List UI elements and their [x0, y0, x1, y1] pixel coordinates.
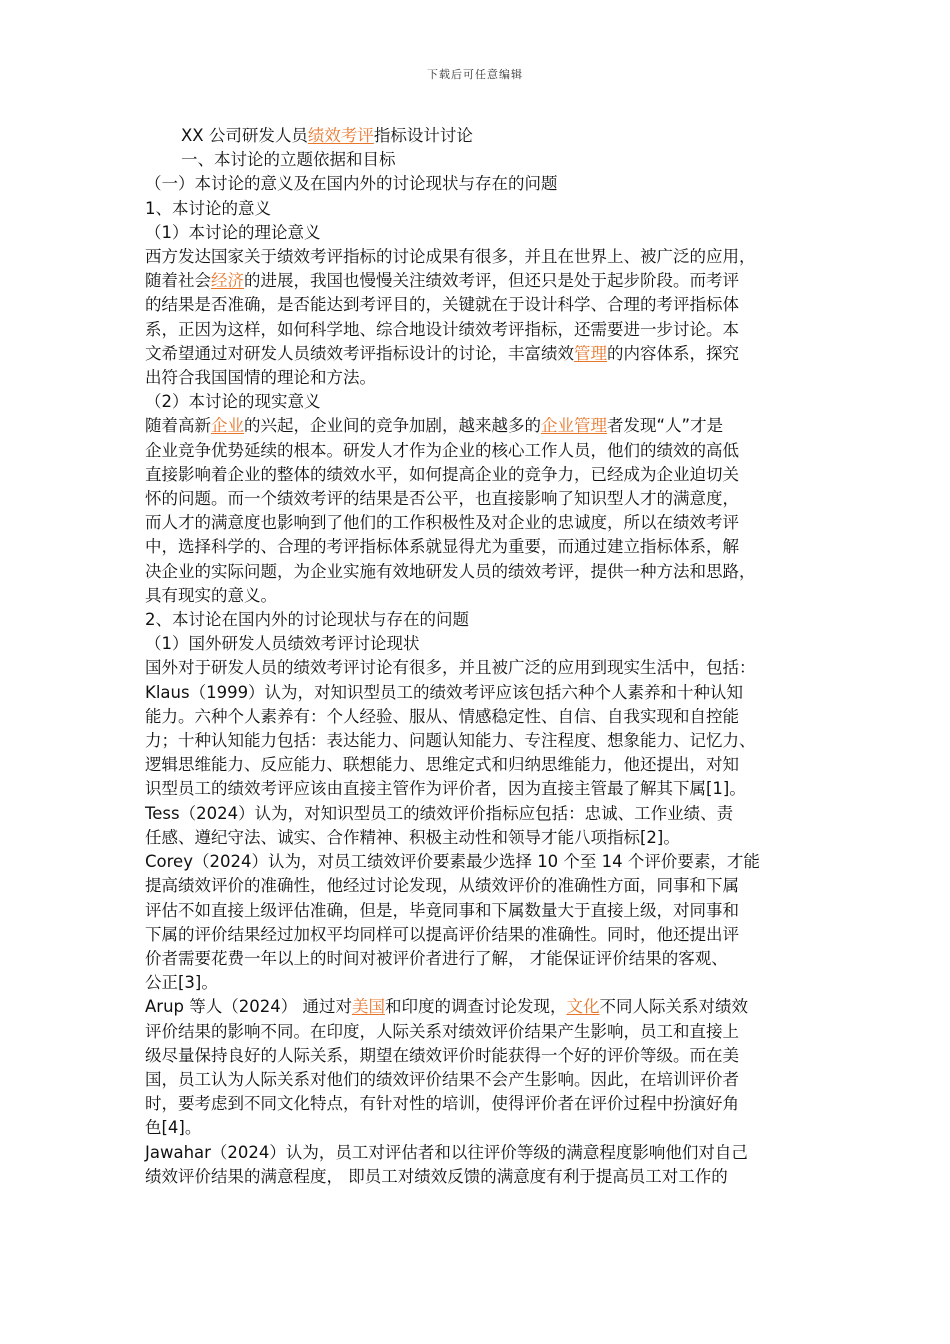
text-span: 出符合我国国情的理论和方法。: [145, 368, 376, 388]
text-line: [145, 656, 810, 680]
title-suffix: 指标设计讨论: [373, 126, 473, 145]
text-line: [145, 826, 810, 850]
text-span: 绩效评价结果的满意程度， 即员工对绩效反馈的满意度有利于提高员工对工作的: [145, 1166, 728, 1186]
text-span: 怀的问题。而一个绩效考评的结果是否公平，也直接影响了知识型人才的满意度，: [145, 489, 739, 509]
text-span: （1）本讨论的理论意义: [145, 222, 321, 242]
text-span: 直接影响着企业的整体的绩效水平，如何提高企业的竞争力，已经成为企业迫切关: [145, 464, 739, 484]
text-span: 2、本讨论在国内外的讨论现状与存在的问题: [145, 610, 469, 630]
text-line: [145, 802, 810, 826]
text-span: 的内容体系，探究: [607, 343, 739, 363]
text-span: 一、本讨论的立题依据和目标: [181, 150, 396, 170]
text-line: [145, 535, 810, 559]
hyperlink[interactable]: 美国: [351, 997, 385, 1017]
text-span: 系，正因为这样，如何科学地、综合地设计绩效考评指标，还需要进一步讨论。本: [145, 319, 739, 339]
text-line: [145, 390, 810, 414]
text-line: [145, 584, 810, 608]
text-span: 评估不如直接上级评估准确，但是，毕竟同事和下属数量大于直接上级，对同事和: [145, 900, 739, 920]
text-span: 价者需要花费一年以上的时间对被评价者进行了解， 才能保证评价结果的客观、: [145, 948, 728, 968]
text-span: 识型员工的绩效考评应该由直接主管作为评价者，因为直接主管最了解其下属[1]。: [145, 779, 746, 799]
text-line: [145, 197, 810, 221]
text-span: 公正[3]。: [145, 973, 218, 993]
text-span: Corey（2024）认为，对员工绩效评价要素最少选择 10 个至 14 个评价要素，才能: [145, 852, 760, 872]
text-line: [145, 1141, 810, 1165]
text-span: 力；十种认知能力包括：表达能力、问题认知能力、专注程度、想象能力、记忆力、: [145, 731, 756, 751]
text-span: 提高绩效评价的准确性，他经过讨论发现，从绩效评价的准确性方面，同事和下属: [145, 876, 739, 896]
text-line: [145, 463, 810, 487]
title-prefix: XX 公司研发人员: [181, 126, 308, 145]
hyperlink[interactable]: 管理: [574, 343, 607, 363]
text-span: 色[4]。: [145, 1118, 202, 1138]
text-line: [145, 923, 810, 947]
text-span: Arup 等人（2024） 通过对: [145, 997, 352, 1017]
text-span: 能力。六种个人素养有：个人经验、服从、情感稳定性、自信、自我实现和自控能: [145, 706, 739, 726]
hyperlink[interactable]: 企业: [211, 416, 244, 436]
text-line: [145, 874, 810, 898]
text-line: [145, 777, 810, 801]
text-line: [145, 947, 810, 971]
text-line: [145, 172, 810, 196]
text-span: （2）本讨论的现实意义: [145, 392, 321, 412]
text-span: Tess（2024）认为，对知识型员工的绩效评价指标应包括：忠诚、工作业绩、责: [145, 803, 734, 823]
text-span: 西方发达国家关于绩效考评指标的讨论成果有很多，并且在世界上、被广泛的应用，: [145, 247, 756, 267]
text-line: [145, 221, 810, 245]
text-span: 时，要考虑到不同文化特点，有针对性的培训，使得评价者在评价过程中扮演好角: [145, 1094, 739, 1114]
text-line: [145, 269, 810, 293]
text-span: 不同人际关系对绩效: [599, 997, 748, 1017]
text-span: 而人才的满意度也影响到了他们的工作积极性及对企业的忠诚度，所以在绩效考评: [145, 513, 739, 533]
text-line: [145, 560, 810, 584]
text-line: [145, 608, 810, 632]
text-line: [145, 366, 810, 390]
text-line: [145, 1116, 810, 1140]
page-header: 下载后可任意编辑: [427, 68, 523, 81]
text-span: 随着高新: [145, 416, 211, 436]
text-line: [145, 1165, 810, 1189]
text-line: [145, 681, 810, 705]
text-span: 的进展，我国也慢慢关注绩效考评，但还只是处于起步阶段。而考评: [244, 271, 739, 291]
text-line: [145, 511, 810, 535]
text-line: [145, 729, 810, 753]
text-line: [145, 342, 810, 366]
text-span: 逻辑思维能力、反应能力、联想能力、思维定式和归纳思维能力，他还提出，对知: [145, 755, 739, 775]
text-line: [145, 293, 810, 317]
text-span: 任感、遵纪守法、诚实、合作精神、积极主动性和领导才能八项指标[2]。: [145, 827, 680, 847]
text-span: 中，选择科学的、合理的考评指标体系就显得尤为重要，而通过建立指标体系，解: [145, 537, 739, 557]
text-line: [145, 414, 810, 438]
text-line: [145, 850, 810, 874]
hyperlink[interactable]: 经济: [211, 271, 244, 291]
text-line: [145, 487, 810, 511]
text-span: 国外对于研发人员的绩效考评讨论有很多，并且被广泛的应用到现实生活中，包括：: [145, 658, 756, 678]
text-span: 具有现实的意义。: [145, 585, 277, 605]
text-span: 者发现“人”才是: [607, 416, 724, 436]
document-title: [145, 124, 810, 148]
text-span: 级尽量保持良好的人际关系，期望在绩效评价时能获得一个好的评价等级。而在美: [145, 1045, 739, 1065]
text-line: [145, 753, 810, 777]
text-span: （1）国外研发人员绩效考评讨论现状: [145, 634, 420, 654]
document-body: [145, 124, 810, 1189]
hyperlink[interactable]: 企业管理: [541, 416, 607, 436]
title-link[interactable]: 绩效考评: [307, 126, 374, 145]
text-line: [145, 318, 810, 342]
text-span: 随着社会: [145, 271, 211, 291]
text-span: Jawahar（2024）认为，员工对评估者和以往评价等级的满意程度影响他们对自己: [145, 1142, 748, 1162]
text-span: 1、本讨论的意义: [145, 198, 271, 218]
text-line: [145, 1044, 810, 1068]
hyperlink[interactable]: 文化: [566, 997, 600, 1017]
text-span: 的结果是否准确，是否能达到考评目的，关键就在于设计科学、合理的考评指标体: [145, 295, 739, 315]
text-line: [145, 1020, 810, 1044]
text-line: [145, 995, 810, 1019]
text-span: 下属的评价结果经过加权平均同样可以提高评价结果的准确性。同时，他还提出评: [145, 924, 739, 944]
text-span: 的兴起，企业间的竞争加剧，越来越多的: [244, 416, 541, 436]
text-span: 决企业的实际问题，为企业实施有效地研发人员的绩效考评，提供一种方法和思路，: [145, 561, 756, 581]
text-span: 文希望通过对研发人员绩效考评指标设计的讨论，丰富绩效: [145, 343, 574, 363]
text-line: [145, 632, 810, 656]
text-span: Klaus（1999）认为，对知识型员工的绩效考评应该包括六种个人素养和十种认知: [145, 682, 744, 702]
text-line: [145, 1092, 810, 1116]
text-span: 国，员工认为人际关系对他们的绩效评价结果不会产生影响。因此，在培训评价者: [145, 1069, 739, 1089]
text-span: 评价结果的影响不同。在印度，人际关系对绩效评价结果产生影响，员工和直接上: [145, 1021, 739, 1041]
text-span: 和印度的调查讨论发现，: [384, 997, 567, 1017]
text-span: 企业竞争优势延续的根本。研发人才作为企业的核心工作人员，他们的绩效的高低: [145, 440, 739, 460]
text-line: [145, 148, 810, 172]
text-line: [145, 899, 810, 923]
text-line: [145, 245, 810, 269]
text-line: [145, 1068, 810, 1092]
text-line: [145, 971, 810, 995]
text-line: [145, 439, 810, 463]
text-line: [145, 705, 810, 729]
text-span: （一）本讨论的意义及在国内外的讨论现状与存在的问题: [145, 174, 558, 194]
